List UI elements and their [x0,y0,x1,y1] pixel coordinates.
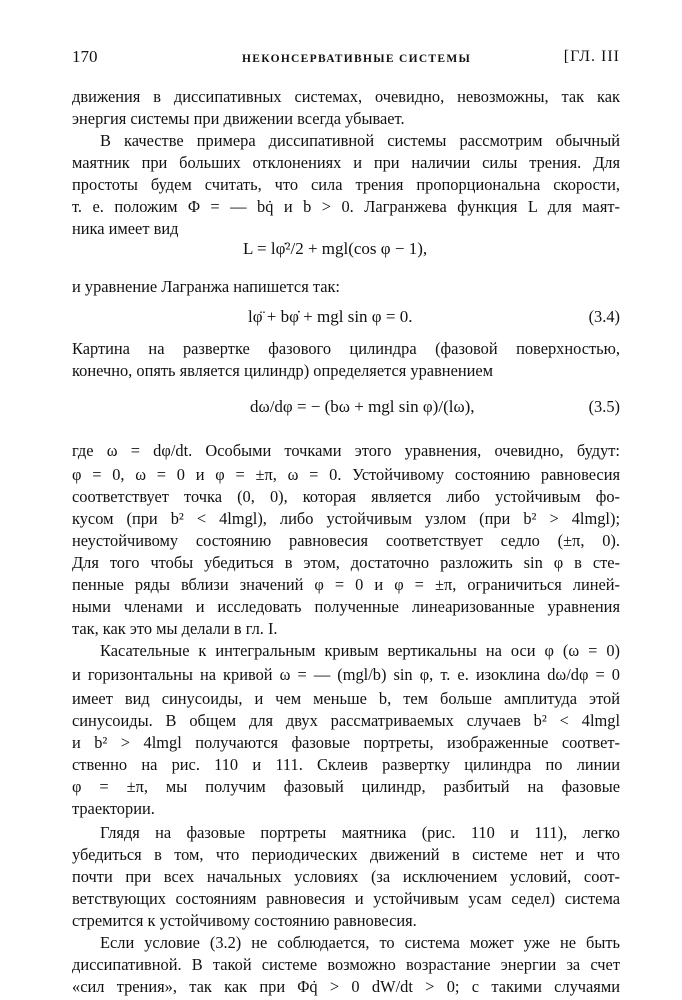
text-line: энергия системы при движении всегда убывает. [72,109,405,128]
text-line: соответствует точка (0, 0), которая является либо устойчивым фо- [72,487,620,506]
equation-number: (3.4) [588,307,620,326]
text-line: В качестве примера диссипативной системы рассмотрим обычный [100,131,620,150]
text-line: ветствующих состояниям равновесия и устойчивым усам седел) система [72,889,620,908]
lagrangian-equation: L = lφ̇²/2 + mgl(cos φ − 1), [243,239,428,258]
page-header [72,46,620,70]
text-line: диссипативной. В такой системе возможно возрастание энергии за счет [72,955,620,974]
text-line: и горизонтальны на кривой ω = — (mgl/b) sin φ, т. е. изоклина dω/dφ = 0 [72,665,620,684]
running-title: НЕКОНСЕРВАТИВНЫЕ СИСТЕМЫ [242,53,472,65]
text-line: т. е. положим Φ = — bq̇ и b > 0. Лагранжева функция L для маят- [72,197,620,216]
text-line: Если условие (3.2) не соблюдается, то система может уже не быть [100,933,620,952]
text-line: где ω = dφ/dt. Особыми точками этого уравнения, очевидно, будут: [72,441,620,460]
text-line: и b² > 4lmgl получаются фазовые портреты, изображенные соответ- [72,733,620,752]
text-line: ными членами и исследовать полученные линеаризованные уравнения [72,597,620,616]
text-line: φ = ±π, мы получим фазовый цилиндр, разбитый на фазовые [72,777,620,796]
text-line: кусом (при b² < 4lmgl), либо устойчивым узлом (при b² > 4lmgl); [72,509,620,528]
text-line: маятник при больших отклонениях и при наличии силы трения. Для [72,153,620,172]
text-line: движения в диссипативных системах, очевидно, невозможны, так как [72,87,620,106]
text-line: убедиться в том, что периодических движений в системе нет и что [72,845,620,864]
text-line: и уравнение Лагранжа напишется так: [72,277,340,296]
text-line: конечно, опять является цилиндр) определяется уравнением [72,361,494,380]
text-line: синусоиды. В общем для двух рассматриваемых случаев b² < 4lmgl [72,711,620,730]
text-line: так, как это мы делали в гл. I. [72,619,278,638]
text-line: неустойчивому состоянию равновесия соответствует седло (±π, 0). [72,531,620,550]
text-line: стремится к устойчивому состоянию равновесия. [72,911,417,930]
text-line: ственно на рис. 110 и 111. Склеив развертку цилиндра по линии [72,755,620,774]
text-line: Картина на развертке фазового цилиндра (фазовой поверхностью, [72,339,620,358]
text-line: простоты будем считать, что сила трения пропорциональна скорости, [72,175,620,194]
equation-3-5: dω/dφ = − (bω + mgl sin φ)/(lω), [250,397,475,416]
equation-3-4: lφ̈ + bφ̇ + mgl sin φ = 0. [248,307,413,326]
text-line: φ = 0, ω = 0 и φ = ±π, ω = 0. Устойчивому состоянию равновесия [72,465,620,484]
chapter-label: [ГЛ. III [563,48,620,65]
text-line: траектории. [72,799,155,818]
text-line: Касательные к интегральным кривым вертикальны на оси φ (ω = 0) [100,641,620,660]
text-line: пенные ряды вблизи значений φ = 0 и φ = ±π, ограничиться линей- [72,575,620,594]
text-line: Глядя на фазовые портреты маятника (рис. 110 и 111), легко [100,823,620,842]
text-line: «сил трения», так как при Φq̇ > 0 dW/dt > 0; с такими случаями [72,977,620,996]
text-line: Для того чтобы убедиться в этом, достаточно разложить sin φ в сте- [72,553,620,572]
equation-number: (3.5) [588,397,620,416]
text-line: почти при всех начальных условиях (за исключением условий, соот- [72,867,620,886]
text-line: имеет вид синусоиды, и чем меньше b, тем больше амплитуда этой [72,689,620,708]
text-line: ника имеет вид [72,219,179,238]
page-number: 170 [72,47,98,66]
